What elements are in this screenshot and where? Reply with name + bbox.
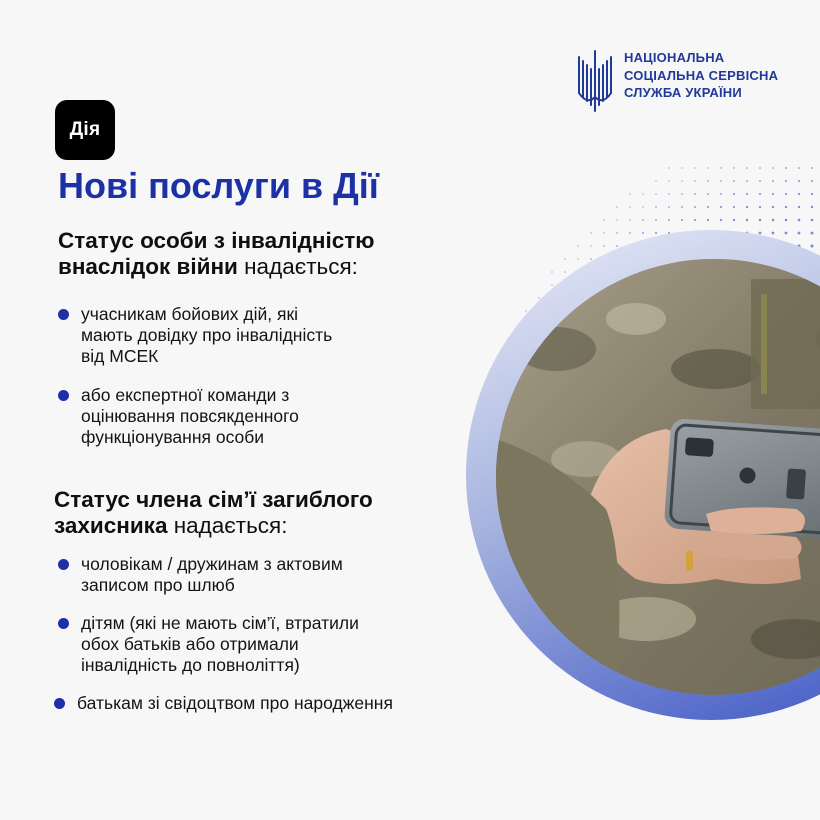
list-item (58, 304, 332, 367)
list-item-text: чоловікам / дружинам з актовим записом про шлюб (81, 554, 343, 595)
bullet-icon (58, 559, 69, 570)
section-heading-bold: Статус члена сім’ї загиблого захисника (54, 487, 373, 538)
list-item-text: батькам зі свідоцтвом про народження (77, 693, 393, 713)
section-heading-war-disability (58, 228, 478, 280)
list-item (58, 554, 343, 596)
trident-icon (576, 49, 616, 113)
bullet-icon (58, 309, 69, 320)
logo-line-3: СЛУЖБА УКРАЇНИ (624, 85, 742, 100)
list-item (54, 693, 393, 714)
logo-line-1: НАЦІОНАЛЬНА (624, 50, 725, 65)
section-heading-rest: надається: (237, 254, 358, 279)
list-item-text: учасникам бойових дій, які мають довідку про інвалідність від МСЕК (81, 304, 333, 366)
logo-text (624, 49, 778, 102)
page-title: Нові послуги в Дії (58, 165, 379, 206)
bullet-icon (58, 390, 69, 401)
diia-app-badge: Дія (55, 100, 115, 160)
list-item (58, 385, 299, 448)
bullet-icon (58, 618, 69, 629)
section-heading-rest: надається: (167, 513, 288, 538)
nssu-logo (576, 49, 778, 113)
list-item-text: дітям (які не мають сім’ї, втратили обох батьків або отримали інвалідність до повноліття) (81, 613, 359, 675)
logo-line-2: СОЦІАЛЬНА СЕРВІСНА (624, 67, 779, 83)
bullet-icon (54, 698, 65, 709)
section-heading-family-status (54, 487, 474, 539)
list-item-text: або експертної команди з оцінювання повсякденного функціонування особи (81, 385, 299, 447)
list-item (58, 613, 359, 676)
section-heading-bold: Статус особи з інвалідністю внаслідок війни (58, 228, 375, 279)
